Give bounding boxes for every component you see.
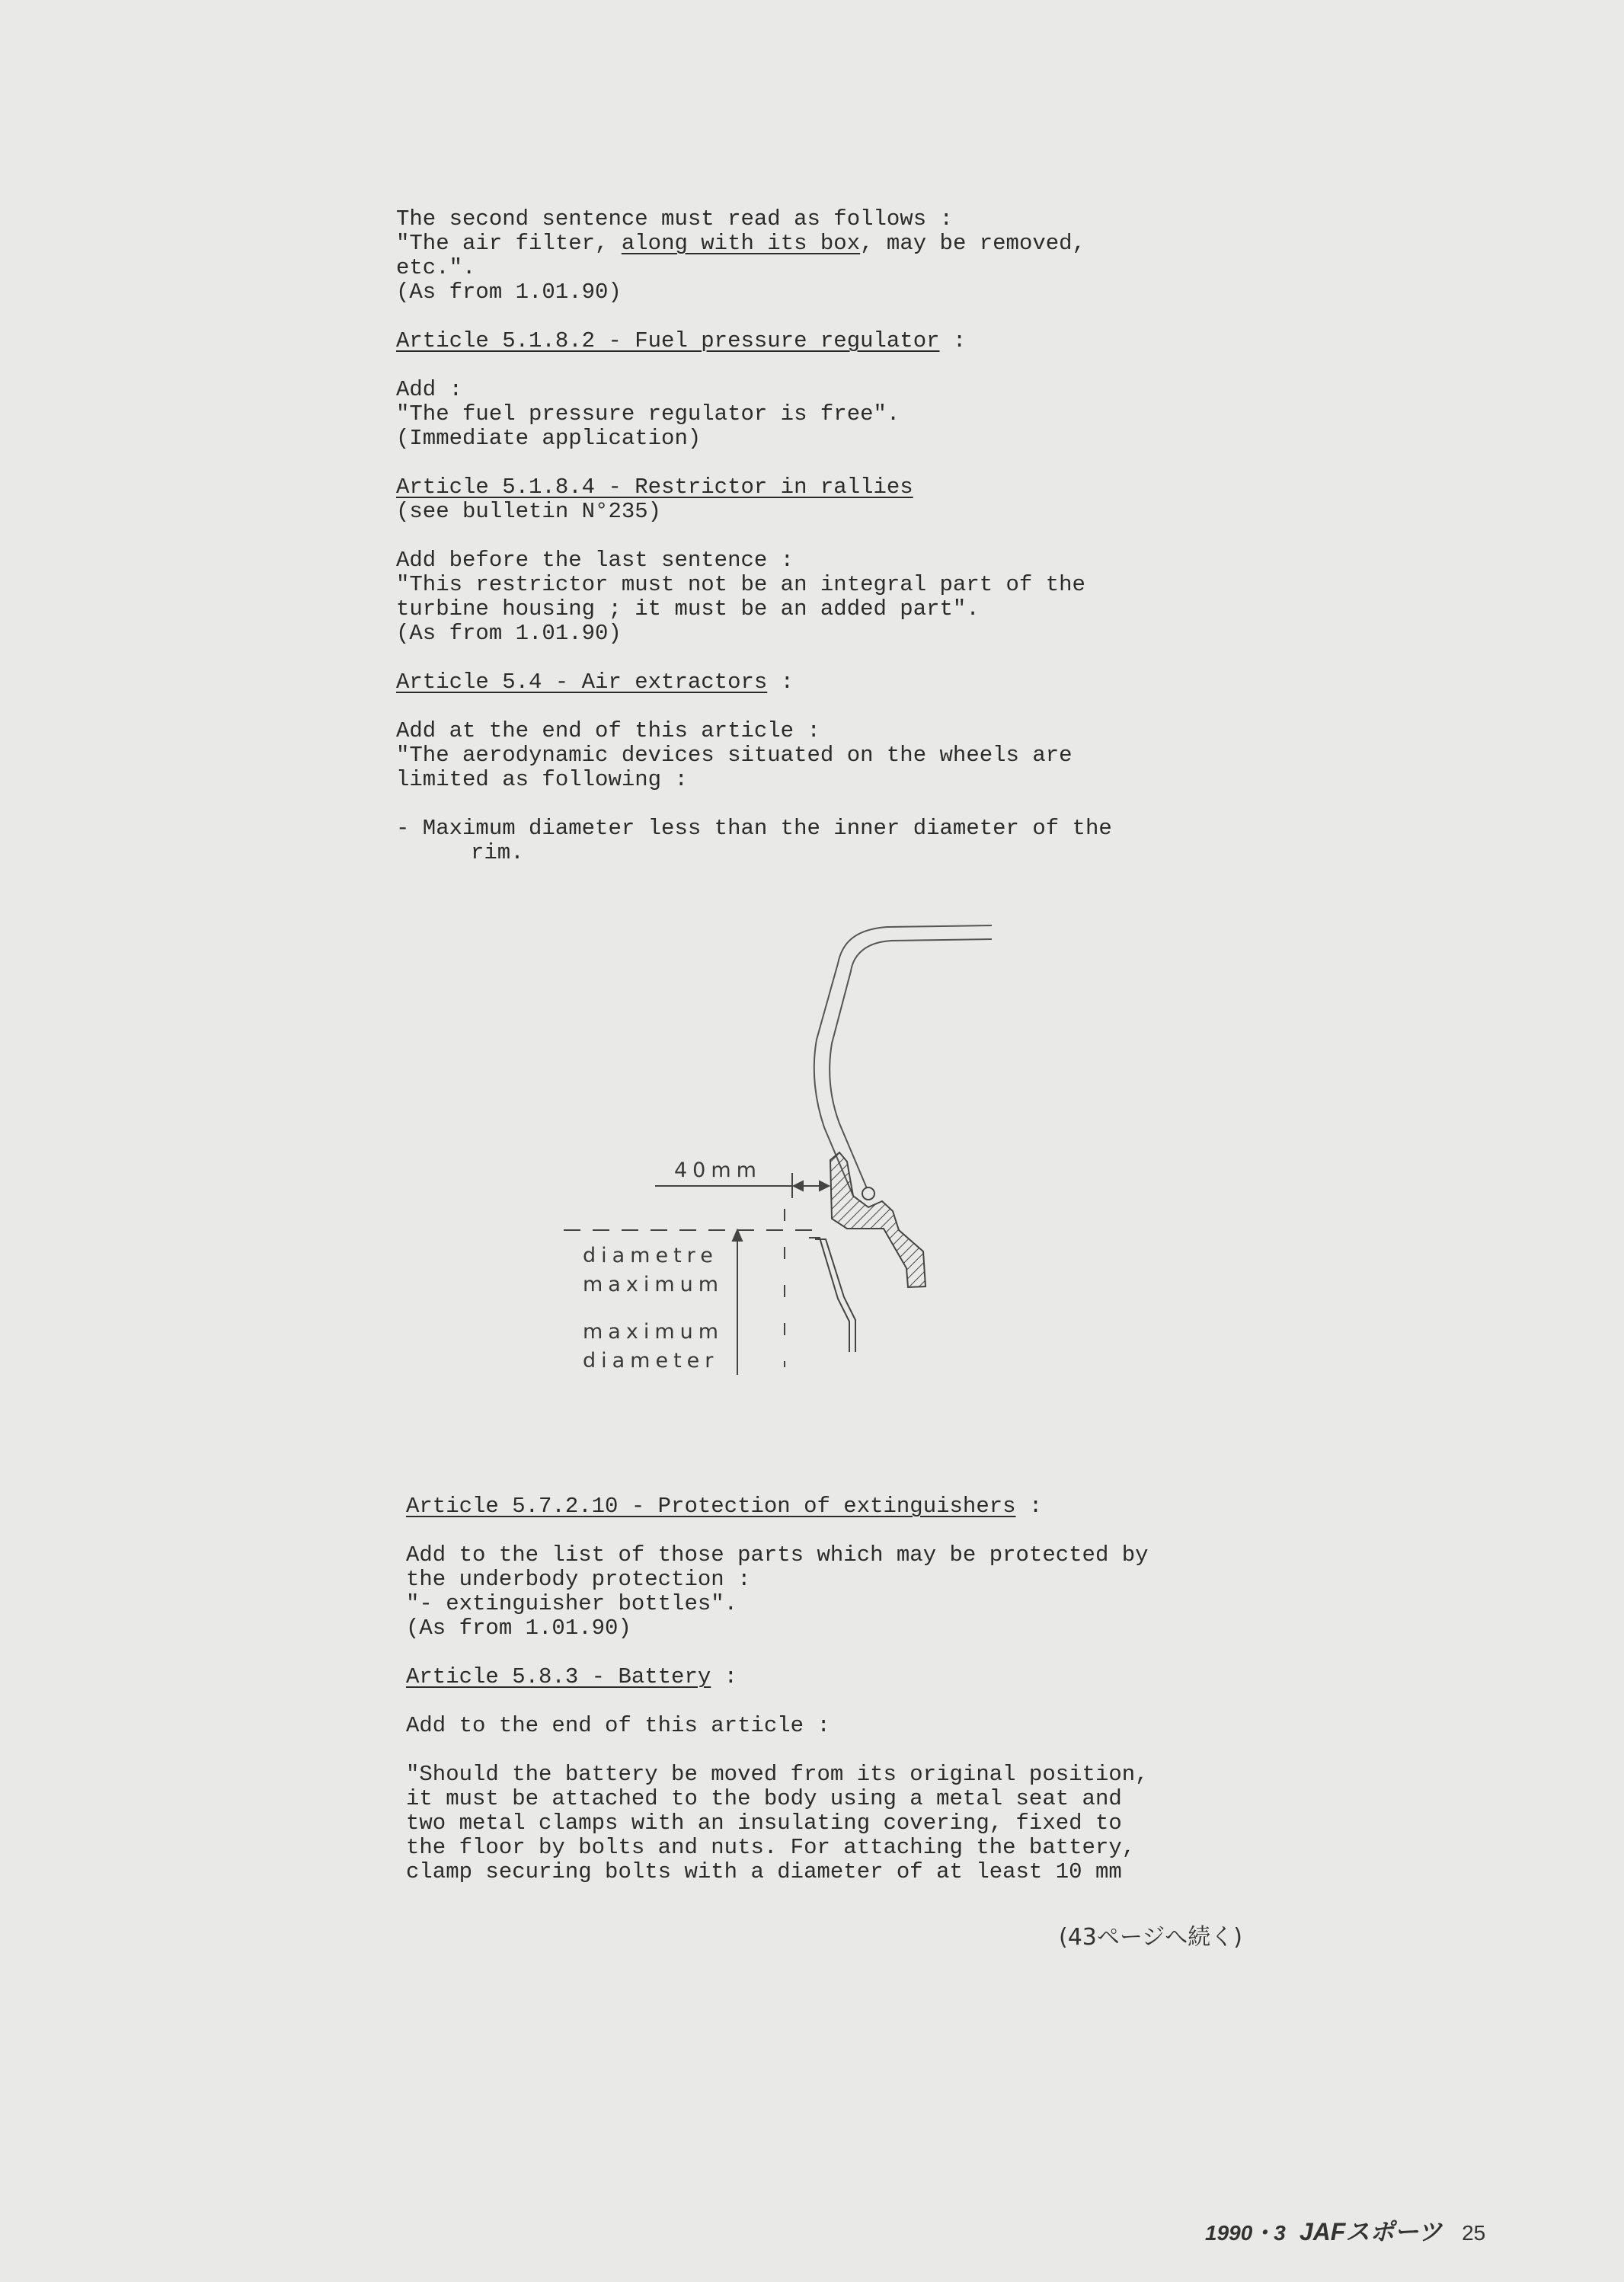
text-line xyxy=(396,573,1112,597)
article-heading: along with its box xyxy=(621,231,861,256)
text-line xyxy=(396,329,1112,353)
text-line xyxy=(396,548,1112,573)
text-line xyxy=(396,475,1112,500)
text-line xyxy=(396,841,1112,865)
page-footer xyxy=(1205,2213,1485,2248)
text-segment: (Immediate application) xyxy=(396,426,702,451)
text-line xyxy=(406,1860,1149,1884)
text-line xyxy=(406,1519,1149,1543)
text-segment: Add to the list of those parts which may be protected by xyxy=(406,1542,1149,1568)
text-line xyxy=(396,256,1112,280)
text-line xyxy=(396,305,1112,329)
text-segment: Add before the last sentence : xyxy=(396,548,794,573)
text-segment: "The fuel pressure regulator is free". xyxy=(396,401,900,427)
wheel-rim-diagram xyxy=(548,910,1005,1382)
text-segment: "This restrictor must not be an integral part of the xyxy=(396,572,1085,597)
text-segment: , may be removed, xyxy=(860,231,1085,256)
label-maximum-2: maximum xyxy=(583,1320,724,1344)
text-segment: - Maximum diameter less than the inner diameter of the xyxy=(396,816,1112,841)
text-line xyxy=(406,1787,1149,1811)
text-segment: "The air filter, xyxy=(396,231,622,256)
text-line xyxy=(396,695,1112,719)
text-segment: : xyxy=(939,328,967,353)
text-line xyxy=(396,353,1112,378)
text-line xyxy=(396,719,1112,743)
text-line xyxy=(406,1665,1149,1689)
article-heading: Article 5.1.8.4 - Restrictor in rallies xyxy=(396,475,913,500)
text-line xyxy=(396,670,1112,695)
text-segment: the underbody protection : xyxy=(406,1567,751,1592)
text-segment: rim. xyxy=(471,840,524,865)
text-line xyxy=(396,378,1112,402)
text-segment: (As from 1.01.90) xyxy=(396,280,622,305)
text-line xyxy=(396,768,1112,792)
text-line xyxy=(406,1811,1149,1836)
text-line xyxy=(396,402,1112,427)
text-line xyxy=(406,1738,1149,1763)
label-diameter: diameter xyxy=(583,1349,719,1373)
text-line xyxy=(406,1616,1149,1641)
text-line xyxy=(396,232,1112,256)
article-heading: Article 5.7.2.10 - Protection of extinguishers xyxy=(406,1494,1016,1519)
text-column-upper xyxy=(396,207,1112,865)
text-segment: Add : xyxy=(396,377,463,402)
text-segment: Add to the end of this article : xyxy=(406,1713,830,1738)
text-segment: two metal clamps with an insulating covering, fixed to xyxy=(406,1811,1122,1836)
text-segment: the floor by bolts and nuts. For attaching the battery, xyxy=(406,1835,1136,1860)
text-line xyxy=(406,1592,1149,1616)
page-number: 25 xyxy=(1462,2221,1486,2245)
label-diametre: diametre xyxy=(583,1244,718,1267)
label-maximum-1: maximum xyxy=(583,1273,724,1296)
text-segment: The second sentence must read as follows : xyxy=(396,206,953,232)
text-segment: Add at the end of this article : xyxy=(396,718,820,743)
article-heading: Article 5.4 - Air extractors xyxy=(396,670,768,695)
rim-flange-section xyxy=(830,1152,925,1287)
text-line xyxy=(406,1568,1149,1592)
text-segment: limited as following : xyxy=(396,767,688,792)
text-segment: etc.". xyxy=(396,255,476,280)
text-segment: : xyxy=(767,670,794,695)
dimension-label: 40mm xyxy=(674,1159,762,1182)
text-line xyxy=(396,622,1112,646)
text-line xyxy=(396,280,1112,305)
text-line xyxy=(406,1836,1149,1860)
text-segment: (As from 1.01.90) xyxy=(406,1616,631,1641)
text-line xyxy=(406,1641,1149,1665)
text-line xyxy=(396,646,1112,670)
text-line xyxy=(406,1689,1149,1714)
text-line xyxy=(406,1494,1149,1519)
text-segment: turbine housing ; it must be an added part". xyxy=(396,596,980,622)
text-segment: (As from 1.01.90) xyxy=(396,621,622,646)
text-line xyxy=(406,1543,1149,1568)
text-line xyxy=(396,792,1112,817)
text-segment: it must be attached to the body using a metal seat and xyxy=(406,1786,1122,1811)
text-line xyxy=(396,207,1112,232)
article-heading: Article 5.8.3 - Battery xyxy=(406,1664,711,1689)
text-segment: clamp securing bolts with a diameter of at least 10 mm xyxy=(406,1859,1122,1884)
text-segment: "The aerodynamic devices situated on the wheels are xyxy=(396,743,1073,768)
text-line xyxy=(396,743,1112,768)
text-segment: : xyxy=(711,1664,738,1689)
issue-date: 1990・3 xyxy=(1205,2221,1286,2245)
text-line xyxy=(406,1763,1149,1787)
rim-bolt-circle xyxy=(862,1187,874,1200)
article-heading: Article 5.1.8.2 - Fuel pressure regulator xyxy=(396,328,940,353)
text-segment: "Should the battery be moved from its original position, xyxy=(406,1762,1149,1787)
magazine-name: JAFスポーツ xyxy=(1299,2218,1443,2245)
aerodynamic-device-outline xyxy=(809,1238,855,1352)
text-line xyxy=(406,1714,1149,1738)
text-line xyxy=(396,427,1112,451)
text-line xyxy=(396,597,1112,622)
text-line xyxy=(396,451,1112,475)
text-segment: (see bulletin N°235) xyxy=(396,499,662,524)
text-line xyxy=(396,524,1112,548)
continuation-note: (43ページへ続く) xyxy=(1059,1924,1242,1951)
text-line xyxy=(396,817,1112,841)
text-segment: : xyxy=(1015,1494,1043,1519)
text-line xyxy=(396,500,1112,524)
text-column-lower xyxy=(406,1494,1149,1884)
text-segment: "- extinguisher bottles". xyxy=(406,1591,738,1616)
